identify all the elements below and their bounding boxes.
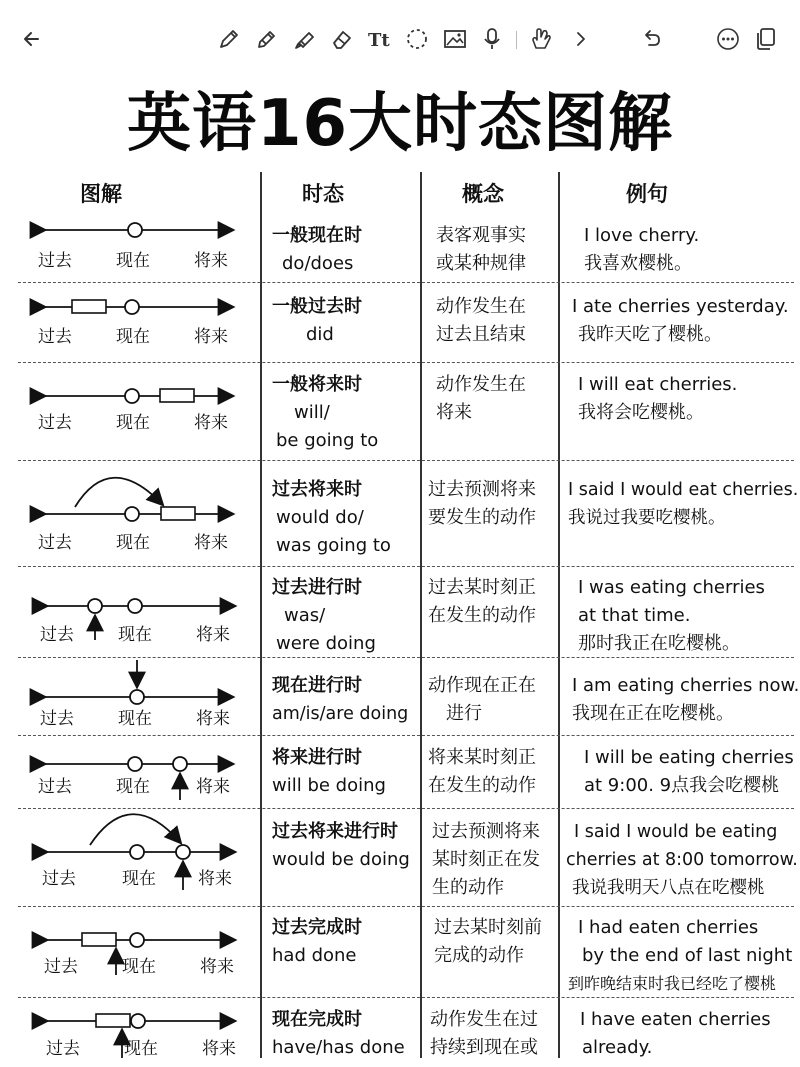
label-past: 过去 [46,1039,80,1059]
tense-cell [272,744,386,800]
concept-line: 要发生的动作 [428,507,536,528]
tense-name: 过去将来时 [272,479,362,500]
more-icon[interactable] [713,24,743,54]
example-cell [584,744,794,800]
label-now: 现在 [122,869,156,889]
example-line: 我喜欢樱桃。 [584,253,692,274]
tense-form: will/ [294,402,330,423]
label-future: 将来 [196,625,230,645]
concept-line: 过去且结束 [436,324,526,345]
concept-cell [436,222,526,278]
timeline-row-10 [46,1014,236,1059]
label-past: 过去 [38,777,72,797]
example-cell [584,222,699,278]
example-line: I love cherry. [584,225,700,246]
tense-form: did [306,324,334,345]
tense-name: 现在进行时 [272,675,362,696]
example-line: I have eaten cherries [580,1009,771,1030]
page-title: 英语16大时态图解 [126,87,674,161]
concept-cell [430,1006,538,1062]
tense-name: 一般现在时 [272,225,362,246]
label-past: 过去 [40,709,74,729]
timeline-row-8 [42,814,234,890]
example-line: I had eaten cherries [578,917,759,938]
tense-name: 一般将来时 [272,374,362,395]
tense-form: do/does [282,253,354,274]
label-past: 过去 [40,625,74,645]
label-future: 将来 [194,533,228,553]
example-line: 那时我正在吃樱桃。 [578,633,740,654]
timeline-diagrams [0,0,260,1067]
label-future: 将来 [202,1039,236,1059]
eraser-icon[interactable] [327,24,357,54]
lasso-icon[interactable] [402,24,432,54]
tense-form: be going to [276,430,379,451]
label-future: 将来 [200,957,234,977]
tense-form: was going to [276,535,391,556]
label-now: 现在 [116,327,150,347]
example-line: I will eat cherries. [578,374,738,395]
tense-name: 一般过去时 [272,296,362,317]
tense-name: 将来进行时 [272,747,362,768]
example-line: 到昨晚结束时我已经吃了樱桃 [568,974,777,993]
toolbar-divider [516,31,517,49]
tense-cell [272,914,362,970]
timeline-row-1 [38,223,232,271]
example-line: cherries at 8:00 tomorrow. [566,850,798,870]
timeline-row-6 [40,660,232,729]
label-past: 过去 [42,869,76,889]
tense-cell [272,1006,405,1062]
tense-cell [272,222,362,278]
example-cell [572,672,799,728]
tense-cell [272,371,378,455]
example-line: at 9:00. 9点我会吃樱桃 [584,775,780,796]
label-past: 过去 [38,327,72,347]
label-now: 现在 [124,1039,158,1059]
label-now: 现在 [118,709,152,729]
undo-icon[interactable] [636,24,666,54]
label-future: 将来 [198,869,232,889]
tense-name: 现在完成时 [272,1009,362,1030]
text-icon[interactable] [365,24,395,54]
column-divider [260,172,262,1058]
concept-line: 某时刻正在发 [432,849,540,870]
tense-form: will be doing [272,775,386,796]
label-now: 现在 [116,413,150,433]
svg-text:Tt: Tt [368,30,390,51]
label-now: 现在 [118,625,152,645]
example-cell [578,574,765,658]
concept-line: 生的动作 [432,877,504,898]
timeline-row-7 [38,757,232,800]
timeline-row-4 [38,478,232,553]
concept-line: 动作发生在 [436,374,526,395]
concept-line: 过去某时刻前 [434,917,542,938]
gesture-icon[interactable] [526,24,556,54]
concept-line: 在发生的动作 [428,605,536,626]
label-future: 将来 [194,251,228,271]
concept-cell [436,371,526,427]
concept-cell [428,476,536,532]
timeline-row-5 [40,599,234,645]
image-icon[interactable] [440,24,470,54]
example-cell [568,914,792,998]
label-past: 过去 [44,957,78,977]
example-line: 我将会吃樱桃。 [578,402,704,423]
concept-line: 动作发生在过 [430,1009,538,1030]
next-chevron-icon[interactable] [566,24,596,54]
concept-cell [436,293,526,349]
tense-cell [272,574,376,658]
example-line: already. [582,1037,653,1058]
concept-line: 将来 [436,402,472,423]
tense-form: have/has done [272,1037,405,1058]
header-example: 例句 [626,182,668,206]
tense-form: am/is/are doing [272,704,409,724]
concept-line: 动作发生在 [436,296,526,317]
label-future: 将来 [196,777,230,797]
example-line: 我现在正在吃樱桃。 [572,703,734,724]
label-now: 现在 [122,957,156,977]
example-line: I will be eating cherries [584,747,794,768]
concept-line: 在发生的动作 [428,775,536,796]
tense-cell [272,672,408,728]
example-cell [572,293,789,349]
concept-cell [428,744,536,800]
pages-icon[interactable] [751,24,781,54]
tense-form: was/ [284,605,326,626]
header-tense: 时态 [302,182,344,206]
tense-cell [272,476,391,560]
label-now: 现在 [116,533,150,553]
concept-cell [434,914,542,970]
example-line: 我说我明天八点在吃樱桃 [572,878,765,898]
concept-line: 持续到现在或 [430,1037,538,1058]
concept-line: 过去预测将来 [428,479,536,500]
example-cell [568,476,798,532]
example-cell [578,371,737,427]
tense-form: would do/ [276,507,364,528]
label-future: 将来 [194,327,228,347]
example-line: I said I would be eating [574,822,778,842]
timeline-row-2 [38,300,232,347]
example-line: 我昨天吃了樱桃。 [578,324,722,345]
label-past: 过去 [38,533,72,553]
label-now: 现在 [116,251,150,271]
concept-cell [428,672,536,728]
example-line: 我说过我要吃樱桃。 [568,508,726,528]
tense-name: 过去将来进行时 [272,821,398,842]
example-line: I said I would eat cherries. [568,480,799,500]
header-diagram: 图解 [80,182,122,206]
tense-cell [272,293,362,349]
concept-line: 进行 [446,703,482,724]
example-line: I ate cherries yesterday. [572,296,789,317]
header-concept: 概念 [462,182,504,206]
concept-line: 或某种规律 [436,253,526,274]
column-divider [558,172,560,1058]
column-divider [420,172,422,1058]
label-now: 现在 [116,777,150,797]
timeline-row-3 [38,389,232,433]
example-line: I was eating cherries [578,577,765,598]
label-past: 过去 [38,251,72,271]
concept-line: 过去某时刻正 [428,577,536,598]
label-future: 将来 [196,709,230,729]
tense-form: were doing [276,633,376,654]
concept-line: 表客观事实 [436,225,526,246]
example-cell [580,1006,771,1062]
example-line: by the end of last night [582,945,793,966]
highlighter-icon[interactable] [290,24,320,54]
tense-name: 过去完成时 [272,917,362,938]
label-future: 将来 [194,413,228,433]
concept-line: 动作现在正在 [428,675,536,696]
tense-form: would be doing [272,849,410,870]
example-line: I am eating cherries now. [572,675,800,696]
label-past: 过去 [38,413,72,433]
example-line: at that time. [578,605,691,626]
concept-line: 过去预测将来 [432,821,540,842]
tense-form: had done [272,945,357,966]
tense-cell [272,818,410,874]
concept-line: 将来某时刻正 [428,747,536,768]
tense-name: 过去进行时 [272,577,362,598]
concept-cell [432,818,540,902]
microphone-icon[interactable] [477,24,507,54]
timeline-row-9 [44,933,234,977]
example-cell [566,818,798,902]
concept-cell [428,574,536,630]
concept-line: 完成的动作 [434,945,524,966]
